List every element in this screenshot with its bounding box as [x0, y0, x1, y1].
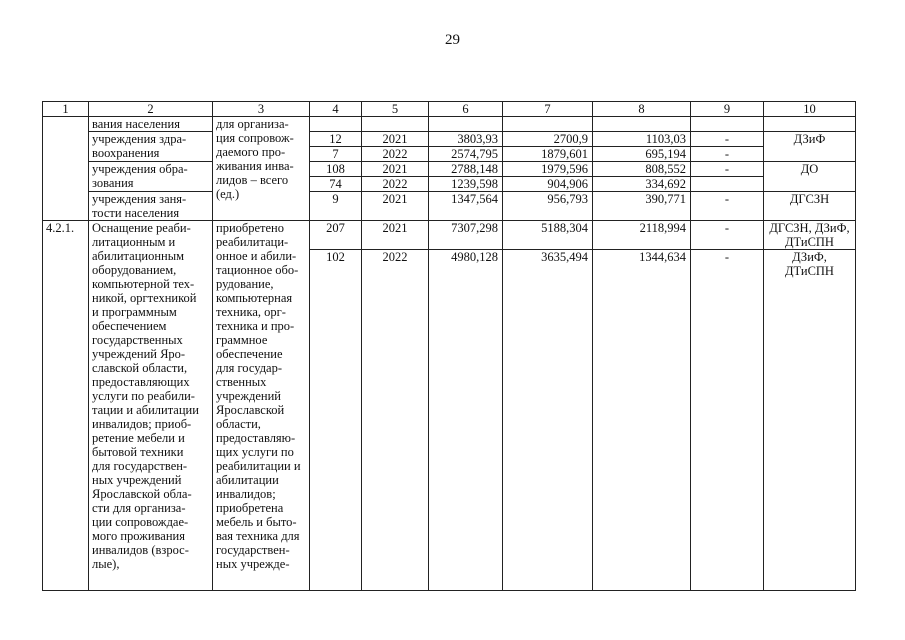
regional-cell: 390,771	[593, 192, 691, 221]
header-col-10: 10	[764, 102, 856, 117]
local-cell: -	[691, 147, 764, 162]
federal-cell: 904,906	[503, 177, 593, 192]
executor-cell: ДО	[764, 162, 856, 192]
total-cell: 4980,128	[429, 250, 503, 591]
program-table	[42, 101, 856, 591]
empty-cell	[429, 117, 503, 132]
header-row	[43, 102, 856, 117]
continued-indicator-text: для организа- ция сопровож- даемого про- живания инва- лидов – всего (ед.)	[216, 117, 294, 201]
executor-text: ДЗиФ, ДТиСПН	[785, 250, 834, 278]
continued-name-cell: вания населения	[89, 117, 213, 132]
header-col-4: 4	[310, 102, 362, 117]
group-label-text: учреждения здра- воохранения	[92, 132, 187, 160]
regional-cell: 2118,994	[593, 221, 691, 250]
header-col-6: 6	[429, 102, 503, 117]
qty-cell: 207	[310, 221, 362, 250]
page-number: 29	[445, 32, 460, 48]
qty-cell: 102	[310, 250, 362, 591]
total-cell: 1347,564	[429, 192, 503, 221]
empty-cell	[362, 117, 429, 132]
qty-cell: 74	[310, 177, 362, 192]
empty-cell	[310, 117, 362, 132]
local-cell: -	[691, 132, 764, 147]
regional-cell: 1103,03	[593, 132, 691, 147]
item-number-cell	[43, 117, 89, 221]
qty-cell: 9	[310, 192, 362, 221]
group-label-health	[89, 132, 213, 162]
item-number-cell: 4.2.1.	[43, 221, 89, 591]
qty-cell: 108	[310, 162, 362, 177]
local-cell	[691, 177, 764, 192]
executor-text: ДГСЗН, ДЗиФ, ДТиСПН	[769, 221, 850, 249]
year-cell: 2021	[362, 162, 429, 177]
federal-cell: 956,793	[503, 192, 593, 221]
item-indicator-cell	[213, 221, 310, 591]
item-name-cell	[89, 221, 213, 591]
local-cell: -	[691, 162, 764, 177]
executor-cell	[764, 221, 856, 250]
executor-cell	[764, 250, 856, 591]
empty-cell	[593, 117, 691, 132]
qty-cell: 7	[310, 147, 362, 162]
qty-cell: 12	[310, 132, 362, 147]
group-label-text: учреждения обра- зования	[92, 162, 188, 190]
regional-cell: 1344,634	[593, 250, 691, 591]
table-row	[43, 162, 856, 177]
table-row	[43, 221, 856, 250]
item-indicator-text: приобретено реабилитаци- онное и абили- тационное обо- рудование, компьютерная техника, орг- техника и про- граммное обеспечение для государ- ственных учреждений Ярославской области, предоставляю- щих услуги по реабилитации и абилитации инвалидов; приобретена мебель и быто- вая техника для государствен- ных учрежде-	[216, 221, 301, 571]
total-cell: 2788,148	[429, 162, 503, 177]
group-label-education	[89, 162, 213, 192]
federal-cell: 1979,596	[503, 162, 593, 177]
year-cell: 2021	[362, 221, 429, 250]
header-col-3: 3	[213, 102, 310, 117]
federal-cell: 2700,9	[503, 132, 593, 147]
group-label-text: учреждения заня- тости населения	[92, 192, 187, 220]
empty-cell	[503, 117, 593, 132]
header-col-5: 5	[362, 102, 429, 117]
table-row	[43, 117, 856, 132]
continued-indicator-cell	[213, 117, 310, 221]
total-cell: 2574,795	[429, 147, 503, 162]
regional-cell: 695,194	[593, 147, 691, 162]
federal-cell: 5188,304	[503, 221, 593, 250]
executor-cell: ДЗиФ	[764, 132, 856, 162]
total-cell: 7307,298	[429, 221, 503, 250]
header-col-9: 9	[691, 102, 764, 117]
year-cell: 2021	[362, 132, 429, 147]
empty-cell	[691, 117, 764, 132]
total-cell: 3803,93	[429, 132, 503, 147]
header-col-2: 2	[89, 102, 213, 117]
regional-cell: 808,552	[593, 162, 691, 177]
local-cell: -	[691, 221, 764, 250]
header-col-1: 1	[43, 102, 89, 117]
header-col-7: 7	[503, 102, 593, 117]
federal-cell: 3635,494	[503, 250, 593, 591]
year-cell: 2021	[362, 192, 429, 221]
local-cell: -	[691, 192, 764, 221]
year-cell: 2022	[362, 147, 429, 162]
header-col-8: 8	[593, 102, 691, 117]
regional-cell: 334,692	[593, 177, 691, 192]
table-row	[43, 132, 856, 147]
federal-cell: 1879,601	[503, 147, 593, 162]
executor-cell: ДГСЗН	[764, 192, 856, 221]
local-cell: -	[691, 250, 764, 591]
item-name-text: Оснащение реаби- литационным и абилитационным оборудованием, компьютерной тех- никой, оргтехникой и программным обеспечением государственных учреждений Яро- славской области, предоставляющих услуги по реабили- тации и абилитации инвалидов; приоб- ретение мебели и бытовой техники для государствен- ных учреждений Ярославской обла- сти для организа- ции сопровождае- мого проживания инвалидов (взрос- лые),	[92, 221, 199, 571]
group-label-employment	[89, 192, 213, 221]
empty-cell	[764, 117, 856, 132]
total-cell: 1239,598	[429, 177, 503, 192]
year-cell: 2022	[362, 250, 429, 591]
year-cell: 2022	[362, 177, 429, 192]
